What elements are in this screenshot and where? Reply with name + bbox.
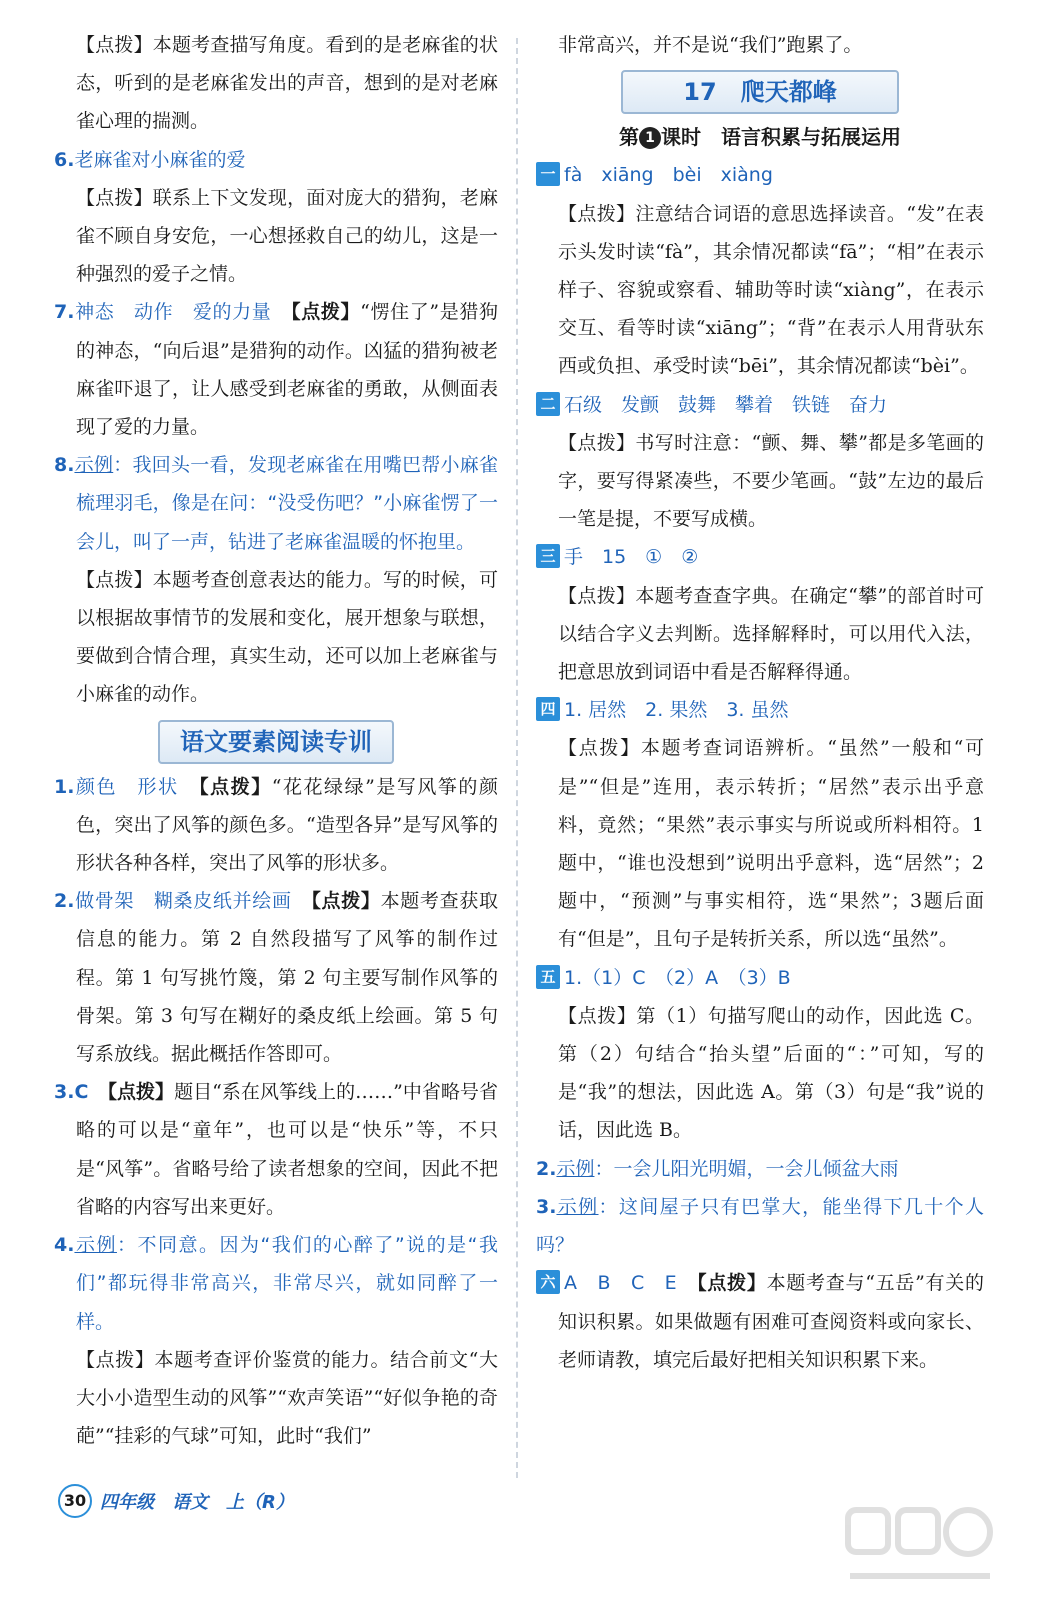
section-badge: 五 bbox=[536, 965, 560, 989]
footer-book-info: 四年级 语文 上（R） bbox=[100, 1492, 294, 1513]
watermark-logo-icon bbox=[840, 1500, 1000, 1590]
section-badge: 二 bbox=[536, 392, 560, 416]
section-badge: 六 bbox=[536, 1270, 560, 1294]
section-4-answer: 四 1. 居然 2. 果然 3. 虽然 bbox=[536, 691, 984, 729]
lesson-subtitle: 第 1 课时 语言积累与拓展运用 bbox=[619, 125, 901, 150]
lesson-name: 17 爬天都峰 bbox=[621, 70, 898, 114]
answer-8: 8.示例：我回头一看，发现老麻雀在用嘴巴帮小麻雀梳理羽毛，像是在问：“没受伤吧？”小麻雀愣了一会儿，叫了一声，钻进了老麻雀温暖的怀抱里。 bbox=[54, 454, 498, 553]
section-5-answer: 五 1.（1）C （2）A （3）B bbox=[536, 959, 984, 997]
lesson-banner bbox=[536, 70, 984, 114]
left-column bbox=[54, 26, 498, 1455]
section-banner bbox=[54, 720, 498, 764]
section-title: 语文要素阅读专训 bbox=[158, 720, 394, 764]
continued-text: 非常高兴，并不是说“我们”跑累了。 bbox=[558, 34, 863, 56]
section-6-answer: 六 A B C E 【点拨】本题考查与“五岳”有关的知识积累。如果做题有困难可查阅资料或向家长、老师请教，填完后最好把相关知识积累下来。 bbox=[536, 1264, 984, 1379]
reading-answer-2: 2.做骨架 糊桑皮纸并绘画 【点拨】本题考查获取信息的能力。第 2 自然段描写了风筝的制作过程。第 1 句写挑竹篾，第 2 句主要写制作风筝的骨架。第 3 句写在糊好的桑皮纸上绘画。第 5 句写系放线。据此概括作答即可。 bbox=[54, 890, 498, 1066]
answer-6: 6.老麻雀对小麻雀的爱 bbox=[54, 148, 246, 171]
reading-answer-4: 4.示例：不同意。因为“我们的心醉了”说的是“我们”都玩得非常高兴，非常尽兴，就如同醉了一样。 bbox=[54, 1234, 498, 1333]
section-2-answer: 二 石级 发颤 鼓舞 攀着 铁链 奋力 bbox=[536, 386, 984, 424]
tip-paragraph: 【点拨】本题考查词语辨析。“虽然”一般和“可是”“但是”连用，表示转折；“居然”表示出乎意料，竟然；“果然”表示事实与所说或所料相符。1题中，“谁也没想到”说明出乎意料，选“居然”；2题中，“预测”与事实相符，选“果然”；3题后面有“但是”，且句子是转折关系，所以选“虽然”。 bbox=[558, 737, 984, 951]
section-1-answer: 一 fà xiāng bèi xiàng bbox=[536, 156, 984, 194]
lesson-number-badge: 1 bbox=[639, 127, 661, 149]
section-badge: 四 bbox=[536, 697, 560, 721]
tip-paragraph: 【点拨】注意结合词语的意思选择读音。“发”在表示头发时读“fà”，其余情况都读“fā”；“相”在表示样子、容貌或察看、辅助等时读“xiàng”，在表示交互、看等时读“xiāng”；“背”在表示人用背驮东西或负担、承受时读“bēi”，其余情况都读“bèi”。 bbox=[558, 202, 984, 378]
page-number: 30 bbox=[58, 1484, 92, 1518]
reading-answer-3: 3.C 【点拨】题目“系在风筝线上的……”中省略号省略的可以是“童年”，也可以是“快乐”等，不只是“风筝”。省略号给了读者想象的空间，因此不把省略的内容写出来更好。 bbox=[54, 1081, 498, 1218]
tip-paragraph: 【点拨】本题考查查字典。在确定“攀”的部首时可以结合字义去判断。选择解释时，可以用代入法，把意思放到词语中看是否解释得通。 bbox=[558, 584, 984, 684]
column-divider bbox=[516, 38, 518, 1478]
section-badge: 三 bbox=[536, 544, 560, 568]
page-footer bbox=[58, 1484, 294, 1518]
section-5-answer-3: 3.示例：这间屋子只有巴掌大，能坐得下几十个人吗？ bbox=[536, 1195, 984, 1257]
answer-7: 7.神态 动作 爱的力量 【点拨】“愣住了”是猎狗的神态，“向后退”是猎狗的动作。凶猛的猎狗被老麻雀吓退了，让人感受到老麻雀的勇敢，从侧面表现了爱的力量。 bbox=[54, 301, 498, 439]
right-column bbox=[536, 26, 984, 1379]
reading-answer-1: 1.颜色 形状 【点拨】“花花绿绿”是写风筝的颜色，突出了风筝的颜色多。“造型各异”是写风筝的形状各种各样，突出了风筝的形状多。 bbox=[54, 775, 498, 875]
tip-paragraph: 【点拨】本题考查描写角度。看到的是老麻雀的状态，听到的是老麻雀发出的声音，想到的是对老麻雀心理的揣测。 bbox=[76, 34, 498, 133]
tip-paragraph: 【点拨】第（1）句描写爬山的动作，因此选 C。第（2）句结合“抬头望”后面的“：”可知，写的是“我”的想法，因此选 A。第（3）句是“我”说的话，因此选 B。 bbox=[558, 1004, 984, 1142]
section-5-answer-2: 2.示例：一会儿阳光明媚，一会儿倾盆大雨 bbox=[536, 1157, 899, 1180]
tip-paragraph: 【点拨】联系上下文发现，面对庞大的猎狗，老麻雀不顾自身安危，一心想拯救自己的幼儿，这是一种强烈的爱子之情。 bbox=[76, 186, 498, 286]
tip-paragraph: 【点拨】本题考查评价鉴赏的能力。结合前文“大大小小造型生动的风筝”“欢声笑语”“好似争艳的奇葩”“挂彩的气球”可知，此时“我们” bbox=[76, 1348, 498, 1448]
section-3-answer: 三 手 15 ① ② bbox=[536, 538, 984, 576]
tip-paragraph: 【点拨】本题考查创意表达的能力。写的时候，可以根据故事情节的发展和变化，展开想象与联想，要做到合情合理，真实生动，还可以加上老麻雀与小麻雀的动作。 bbox=[76, 568, 498, 706]
section-badge: 一 bbox=[536, 162, 560, 186]
tip-paragraph: 【点拨】书写时注意：“颤、舞、攀”都是多笔画的字，要写得紧凑些，不要少笔画。“鼓”左边的最后一笔是提，不要写成横。 bbox=[558, 431, 984, 531]
